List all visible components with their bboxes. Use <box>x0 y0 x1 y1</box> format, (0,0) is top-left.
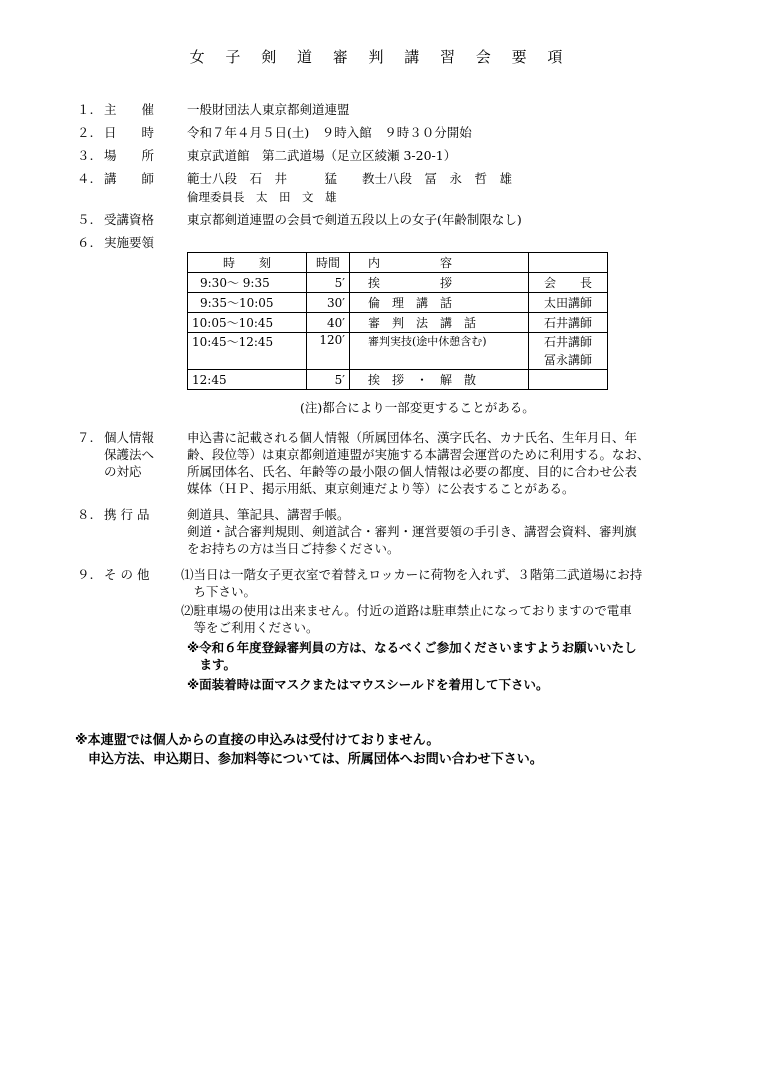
item-label: 主 催 <box>104 102 155 117</box>
item-number: ４. <box>77 171 94 186</box>
row-time: 9:30～ 9:35 <box>188 273 307 293</box>
item-content: 東京都剣道連盟の会員で剣道五段以上の女子(年齢制限なし) <box>187 212 522 227</box>
schedule-table <box>187 252 608 390</box>
row-content: 倫 理 講 話 <box>350 293 529 313</box>
row-duration: 5′ <box>307 273 350 293</box>
item-content: 申込書に記載される個人情報（所属団体名、漢字氏名、カナ氏名、生年月日、年 <box>187 430 638 445</box>
schedule-note: (注)都合により一部変更することがある。 <box>300 400 535 415</box>
header-person <box>529 253 608 273</box>
item-label: 講 師 <box>104 171 155 186</box>
footer-notice-2: 申込方法、申込期日、参加料等については、所属団体へお問い合わせ下さい。 <box>75 752 543 767</box>
row-content: 審 判 法 講 話 <box>350 313 529 333</box>
notice-registered-referees-cont: ます。 <box>187 657 237 672</box>
notice-mask: ※面装着時は面マスクまたはマウスシールドを着用して下さい。 <box>187 677 549 692</box>
item-label: 場 所 <box>104 148 155 163</box>
header-duration: 時間 <box>307 253 350 273</box>
item-label: 保護法へ <box>104 447 155 462</box>
item-label: 受講資格 <box>104 212 155 227</box>
item-label: 携 行 品 <box>104 507 150 522</box>
row-person: 石井講師 <box>543 335 592 349</box>
item-label: 日 時 <box>104 125 155 140</box>
table-row <box>188 273 608 293</box>
table-row <box>188 313 608 333</box>
item-label: 実施要領 <box>104 235 155 250</box>
row-content: 審判実技(途中休憩含む) <box>350 333 529 370</box>
row-content: 挨 拶 ・ 解 散 <box>350 370 529 390</box>
item-number: ２. <box>77 125 94 140</box>
item-content: 齢、段位等）は東京都剣道連盟が実施する本講習会運営のために利用する。なお、 <box>187 447 650 462</box>
row-person-cell <box>529 333 608 370</box>
item-number: ３. <box>77 148 94 163</box>
table-row <box>188 370 608 390</box>
belongings-line-2: 剣道・試合審判規則、剣道試合・審判・運営要領の手引き、講習会資料、審判旗 <box>187 524 637 539</box>
table-row <box>188 293 608 313</box>
item-number: ９. <box>77 567 94 582</box>
notice-registered-referees: ※令和６年度登録審判員の方は、なるべくご参加くださいますようお願いいたし <box>187 640 637 655</box>
row-person: 石井講師 <box>529 313 608 333</box>
row-duration: 120′ <box>307 333 350 370</box>
header-content: 内 容 <box>350 253 529 273</box>
item-label: の対応 <box>104 464 142 479</box>
row-person <box>529 370 608 390</box>
other-line-4: 等をご利用ください。 <box>181 620 319 635</box>
item-number: ８. <box>77 507 94 522</box>
footer-notice-1: ※本連盟では個人からの直接の申込みは受付けておりません。 <box>75 733 440 748</box>
item-label: 個人情報 <box>104 430 155 445</box>
item-content: 範士八段 石 井 猛 教士八段 冨 永 哲 雄 <box>187 171 513 186</box>
row-content: 挨 拶 <box>350 273 529 293</box>
row-duration: 40′ <box>307 313 350 333</box>
row-duration: 5′ <box>307 370 350 390</box>
item-number: ７. <box>77 430 94 445</box>
item-number: ６. <box>77 235 94 250</box>
other-line-3: ⑵駐車場の使用は出来ません。付近の道路は駐車禁止になっておりますので電車 <box>181 603 632 618</box>
row-person-2: 冨永講師 <box>543 353 592 367</box>
row-time: 10:45～12:45 <box>188 333 307 370</box>
table-row <box>188 333 608 370</box>
item-content: 東京武道館 第二武道場（足立区綾瀬 3-20-1） <box>187 148 457 163</box>
item-instructor-ethics: 倫理委員長 太 田 文 雄 <box>187 190 337 204</box>
item-content: 所属団体名、氏名、年齢等の最小限の個人情報は必要の都度、目的に合わせ公表 <box>187 464 638 479</box>
privacy-line-4: 媒体（ＨＰ、掲示用紙、東京剣連だより等）に公表することがある。 <box>187 481 575 496</box>
item-content: 剣道具、筆記具、講習手帳。 <box>187 507 350 522</box>
row-person: 太田講師 <box>529 293 608 313</box>
row-time: 12:45 <box>188 370 307 390</box>
row-duration: 30′ <box>307 293 350 313</box>
belongings-line-3: をお持ちの方は当日ご持参ください。 <box>187 541 400 556</box>
item-content: 令和７年４月５日(土) ９時入館 ９時３０分開始 <box>187 125 472 140</box>
page-title: 女 子 剣 道 審 判 講 習 会 要 項 <box>189 48 571 66</box>
row-time: 9:35～10:05 <box>188 293 307 313</box>
row-person: 会 長 <box>529 273 608 293</box>
table-header-row <box>188 253 608 273</box>
item-number: ５. <box>77 212 94 227</box>
item-number: １. <box>77 102 94 117</box>
other-line-2: ち下さい。 <box>181 584 257 599</box>
header-time: 時 刻 <box>188 253 307 273</box>
row-time: 10:05～10:45 <box>188 313 307 333</box>
item-label: そ の 他 <box>104 567 150 582</box>
item-content: ⑴当日は一階女子更衣室で着替えロッカーに荷物を入れず、３階第二武道場にお持 <box>181 567 643 582</box>
item-content: 一般財団法人東京都剣道連盟 <box>187 102 350 117</box>
